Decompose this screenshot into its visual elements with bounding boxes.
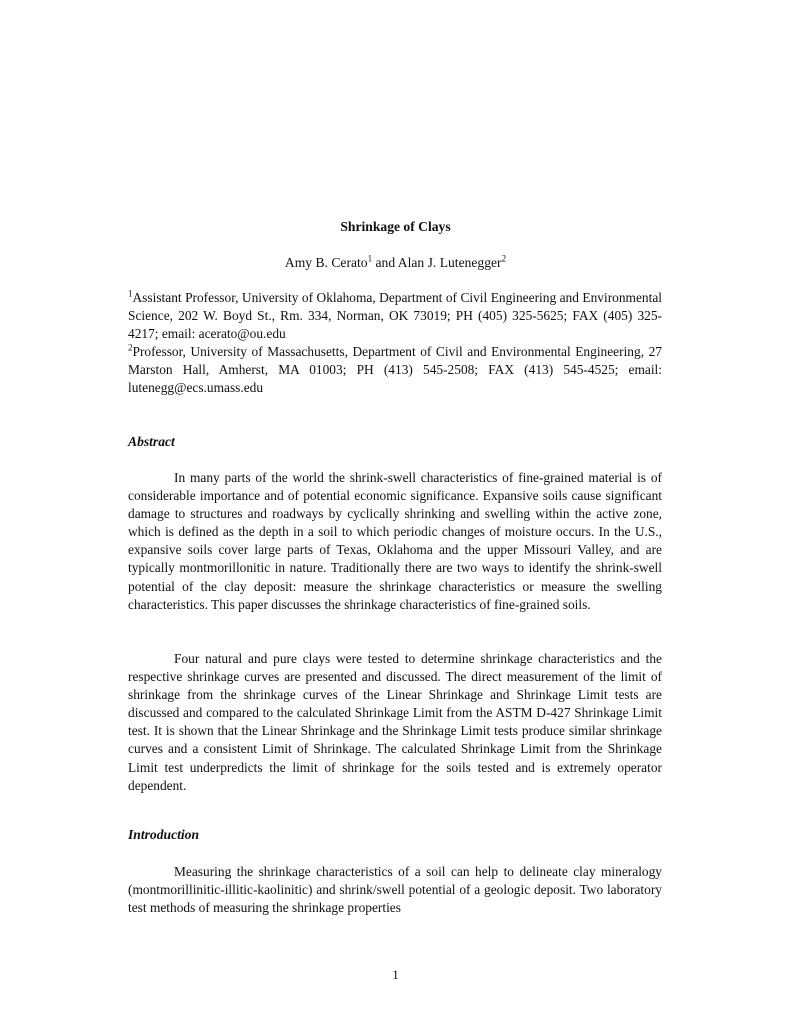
- abstract-paragraph: Four natural and pure clays were tested to determine shrinkage characteristics and the respective shrinkage curves are presented and discussed. The direct measurement of the limit of shrinkage from the shrinkage curves of the Linear Shrinkage and Shrinkage Limit tests are discussed and compared to the calculated Shrinkage Limit from the ASTM D-427 Shrinkage Limit test. It is shown that the Linear Shrinkage and the Shrinkage Limit tests produce similar shrinkage curves and a consistent Limit of Shrinkage. The calculated Shrinkage Limit from the Shrinkage Limit test underpredicts the limit of shrinkage for the soils tested and is extremely operator dependent.: [128, 651, 662, 793]
- abstract-heading: Abstract: [128, 434, 175, 449]
- author-joiner: and: [372, 255, 398, 270]
- affiliation-1: [128, 289, 662, 344]
- introduction-paragraph: Measuring the shrinkage characteristics of a soil can help to delineate clay mineralogy (montmorillinitic-illitic-kaolinitic) and shrink/swell potential of a geologic deposit. Two laboratory test methods of measuring the shrinkage properties: [128, 864, 662, 916]
- page-number: 1: [392, 967, 399, 982]
- introduction-heading: Introduction: [128, 827, 200, 842]
- affiliation-text: Assistant Professor, University of Oklahoma, Department of Civil Engineering and Environmental Science, 202 W. Boyd St., Rm. 334, Norman, OK 73019; PH (405) 325-5625; FAX (405) 325-4217; email: acerato@ou.edu: [128, 290, 662, 342]
- affiliation-marker: 2: [128, 342, 133, 353]
- affiliation-text: Professor, University of Massachusetts, Department of Civil and Environmental Engineering, 27 Marston Hall, Amherst, MA 01003; PH (413) 545-2508; FAX (413) 545-4525; email: lutenegg@ecs.umass.edu: [128, 344, 662, 396]
- author-name: Alan J. Lutenegger: [397, 255, 502, 270]
- abstract-paragraph: In many parts of the world the shrink-swell characteristics of fine-grained material is of considerable importance and of potential economic significance. Expansive soils cause significant damage to structures and roadways by cyclically shrinking and swelling within the active zone, which is defined as the depth in a soil to which periodic changes of moisture occurs. In the U.S., expansive soils cover large parts of Texas, Oklahoma and the upper Missouri Valley, and are typically montmorillonitic in nature. Traditionally there are two ways to identify the shrink-swell potential of the clay deposit: measure the shrinkage characteristics or measure the swelling characteristics. This paper discusses the shrinkage characteristics of fine-grained soils.: [128, 470, 662, 612]
- paper-title: Shrinkage of Clays: [340, 219, 451, 234]
- author-affiliation-marker: 2: [501, 253, 507, 264]
- author-affiliation-marker: 1: [367, 253, 373, 264]
- author-name: Amy B. Cerato: [284, 255, 368, 270]
- author-line: [0, 255, 791, 271]
- affiliation-marker: 1: [128, 288, 133, 299]
- affiliation-2: [128, 343, 662, 398]
